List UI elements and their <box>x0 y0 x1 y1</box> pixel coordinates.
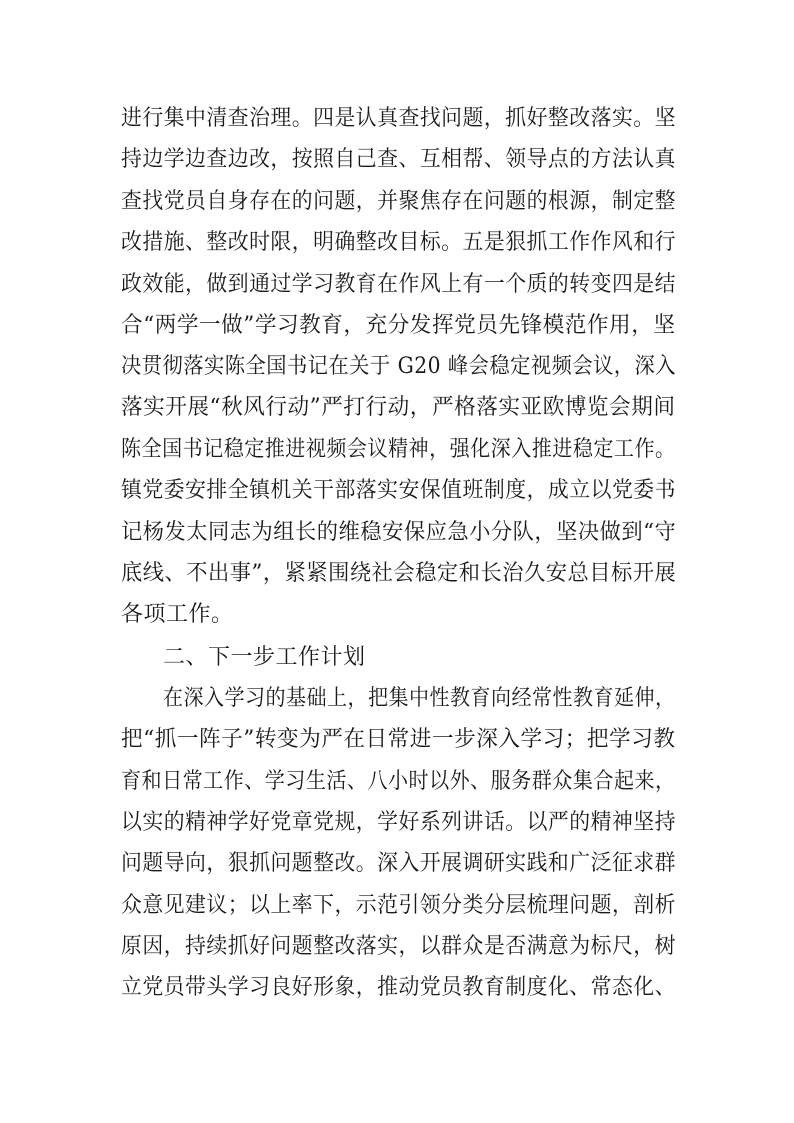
text-line: 立党员带头学习良好形象，推动党员教育制度化、常态化、 <box>121 975 677 1000</box>
text-line: 镇党委安排全镇机关干部落实安保值班制度，成立以党委书 <box>121 478 677 503</box>
text-line: 落实开展“秋风行动”严打行动，严格落实亚欧博览会期间 <box>121 395 676 420</box>
text-line: 问题导向，狠抓问题整改。深入开展调研实践和广泛征求群 <box>121 851 677 876</box>
text-line: 把“抓一阵子”转变为严在日常进一步深入学习；把学习教 <box>121 727 676 752</box>
text-line: 原因，持续抓好问题整改落实，以群众是否满意为标尺，树 <box>121 934 677 959</box>
text-line: 众意见建议；以上率下，示范引领分类分层梳理问题，剖析 <box>121 893 677 918</box>
text-line: 育和日常工作、学习生活、八小时以外、服务群众集合起来， <box>121 769 676 794</box>
text-line: 陈全国书记稳定推进视频会议精神，强化深入推进稳定工作。 <box>121 437 676 462</box>
text-line: 决贯彻落实陈全国书记在关于 G20 峰会稳定视频会议，深入 <box>121 354 677 379</box>
text-line: 底线、不出事”，紧紧围绕社会稳定和长治久安总目标开展 <box>121 561 677 586</box>
text-line: 以实的精神学好党章党规，学好系列讲话。以严的精神坚持 <box>121 810 677 835</box>
text-line: 在深入学习的基础上，把集中性教育向经常性教育延伸， <box>163 686 676 711</box>
text-line: 各项工作。 <box>121 602 234 627</box>
section-heading: 二、下一步工作计划 <box>163 645 366 670</box>
text-line: 政效能，做到通过学习教育在作风上有一个质的转变四是结 <box>121 272 677 297</box>
text-line: 查找党员自身存在的问题，并聚焦存在问题的根源，制定整 <box>121 189 677 214</box>
text-line: 持边学边查边改，按照自己查、互相帮、领导点的方法认真 <box>121 147 677 172</box>
text-line: 合“两学一做”学习教育，充分发挥党员先锋模范作用，坚 <box>121 313 676 338</box>
text-line: 进行集中清查治理。四是认真查找问题，抓好整改落实。坚 <box>121 106 677 131</box>
text-line: 改措施、整改时限，明确整改目标。五是狠抓工作作风和行 <box>121 230 677 255</box>
text-line: 记杨发太同志为组长的维稳安保应急小分队，坚决做到“守 <box>121 520 677 545</box>
